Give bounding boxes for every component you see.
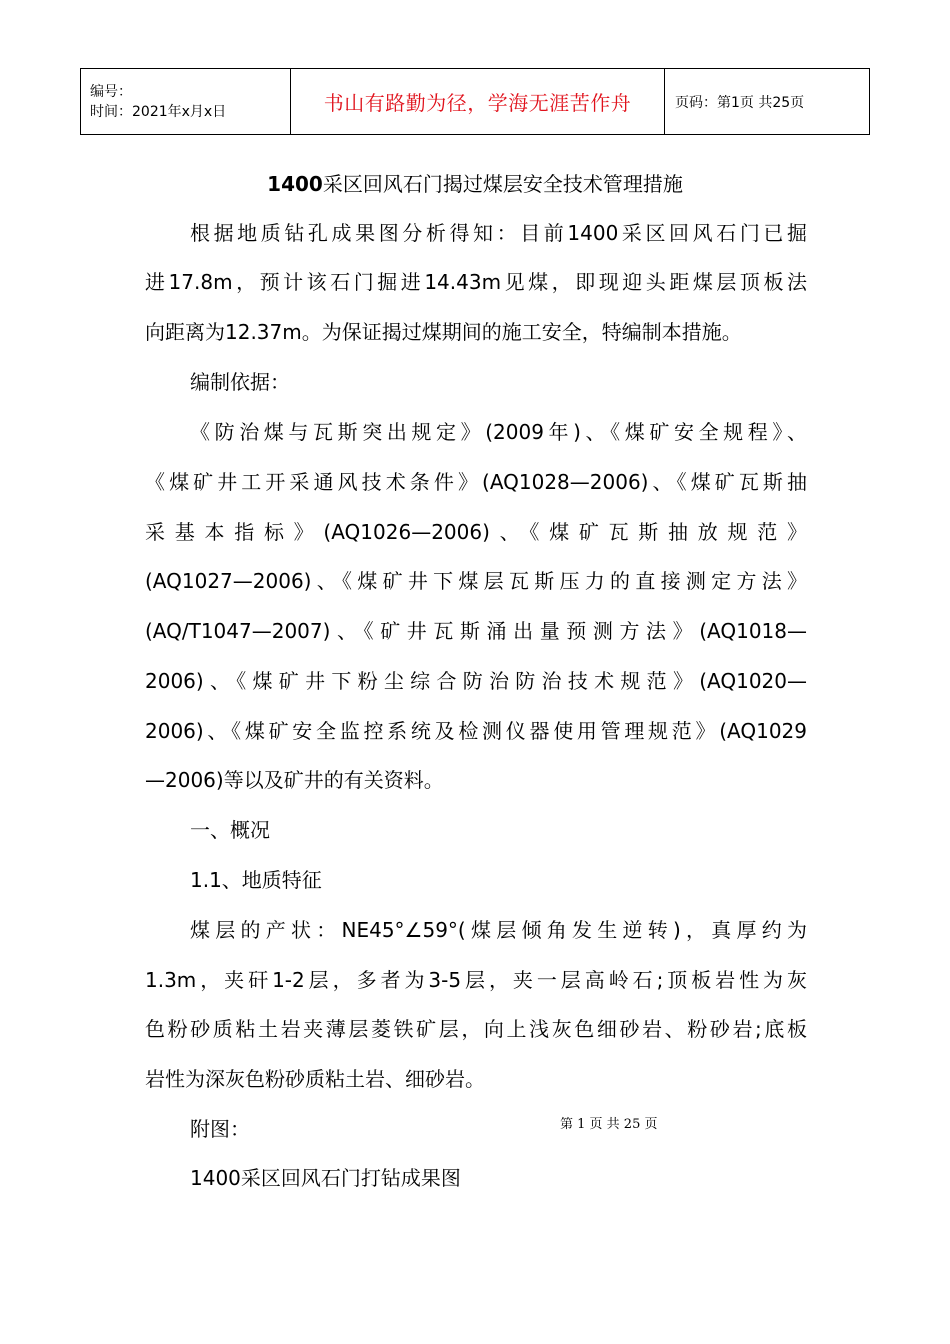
basis-line-7: 2006)、《煤矿安全监控系统及检测仪器使用管理规范》(AQ1029 xyxy=(145,719,807,743)
geology-line-3: 色粉砂质粘土岩夹薄层菱铁矿层，向上浅灰色细砂岩、粉砂岩;底板 xyxy=(145,1017,807,1041)
header-meta-cell xyxy=(81,69,291,135)
footer-page-number: 第 1 页 共 25 页 xyxy=(560,1117,658,1132)
page-code: 页码：第1页 共25页 xyxy=(665,69,870,135)
geology-line-4: 岩性为深灰色粉砂质粘土岩、细砂岩。 xyxy=(145,1067,485,1091)
basis-line-1: 《防治煤与瓦斯突出规定》(2009年)、《煤矿安全规程》、 xyxy=(190,420,807,444)
basis-line-5: (AQ/T1047—2007)、《矿井瓦斯涌出量预测方法》(AQ1018— xyxy=(145,619,807,643)
motto: 书山有路勤为径，学海无涯苦作舟 xyxy=(291,69,665,135)
title-text: 采区回风石门揭过煤层安全技术管理措施 xyxy=(322,172,683,196)
section-heading-geology: 1.1、地质特征 xyxy=(190,868,322,892)
document-title xyxy=(0,170,950,198)
date-label: 时间：2021年x月x日 xyxy=(90,103,227,120)
basis-line-4: (AQ1027—2006)、《煤矿井下煤层瓦斯压力的直接测定方法》 xyxy=(145,569,807,593)
basis-line-2: 《煤矿井工开采通风技术条件》(AQ1028—2006)、《煤矿瓦斯抽 xyxy=(145,470,807,494)
title-number: 1400 xyxy=(267,172,323,196)
geology-line-2: 1.3m，夹矸1-2层，多者为3-5层，夹一层高岭石;顶板岩性为灰 xyxy=(145,968,807,992)
intro-line-2: 进17.8m，预计该石门掘进14.43m见煤，即现迎头距煤层顶板法 xyxy=(145,270,807,294)
section-heading-overview: 一、概况 xyxy=(190,818,270,842)
figure-label: 附图： xyxy=(190,1117,250,1141)
number-label: 编号： xyxy=(90,83,132,100)
basis-line-6: 2006)、《煤矿井下粉尘综合防治防治技术规范》(AQ1020— xyxy=(145,669,807,693)
geology-line-1: 煤层的产状：NE45°∠59°(煤层倾角发生逆转)，真厚约为 xyxy=(190,918,807,942)
basis-line-3: 采基本指标》(AQ1026—2006)、《煤矿瓦斯抽放规范》 xyxy=(145,520,807,544)
basis-line-8: —2006)等以及矿井的有关资料。 xyxy=(145,768,444,792)
figure-title: 1400采区回风石门打钻成果图 xyxy=(190,1166,461,1190)
basis-heading: 编制依据： xyxy=(190,370,290,394)
header-table xyxy=(80,68,870,135)
intro-line-1: 根据地质钻孔成果图分析得知：目前1400采区回风石门已掘 xyxy=(190,221,807,245)
intro-line-3: 向距离为12.37m。为保证揭过煤期间的施工安全，特编制本措施。 xyxy=(145,320,742,344)
